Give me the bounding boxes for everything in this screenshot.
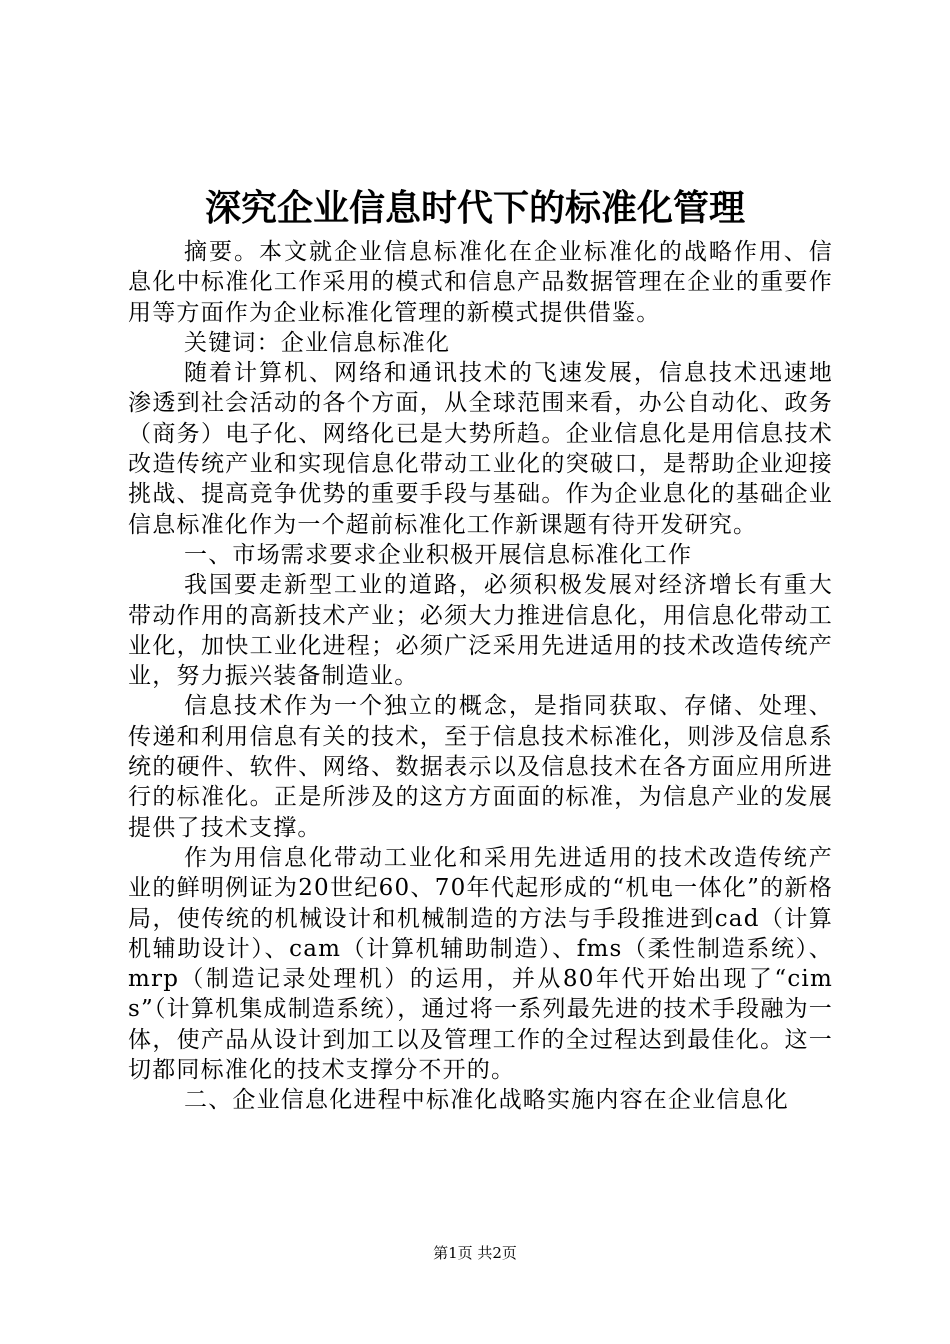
- document-body: [128, 237, 833, 1116]
- section-heading-1: 一、市场需求要求企业积极开展信息标准化工作: [184, 541, 693, 568]
- keywords-paragraph: 关键词：企业信息标准化: [184, 329, 451, 356]
- abstract-paragraph: 摘要。本文就企业信息标准化在企业标准化的战略作用、信息化中标准化工作采用的模式和信息产品数据管理在企业的重要作用等方面作为企业标准化管理的新模式提供借鉴。: [128, 239, 833, 326]
- body-paragraph: 作为用信息化带动工业化和采用先进适用的技术改造传统产业的鲜明例证为20世纪60、70年代起形成的“机电一体化”的新格局，使传统的机械设计和机械制造的方法与手段推进到cad（计算机辅助设计）、cam（计算机辅助制造）、fms（柔性制造系统）、mrp（制造记录处理机）的运用，并从80年代开始出现了“cims”（计算机集成制造系统），通过将一系列最先进的技术手段融为一体，使产品从设计到加工以及管理工作的全过程达到最佳化。这一切都同标准化的技术支撑分不开的。: [128, 844, 833, 1084]
- intro-paragraph: 随着计算机、网络和通讯技术的飞速发展，信息技术迅速地渗透到社会活动的各个方面，从全球范围来看，办公自动化、政务（商务）电子化、网络化已是大势所趋。企业信息化是用信息技术改造传统产业和实现信息化带动工业化的突破口，是帮助企业迎接挑战、提高竞争优势的重要手段与基础。作为企业息化的基础企业信息标准化作为一个超前标准化工作新课题有待开发研究。: [128, 360, 833, 538]
- body-paragraph: 我国要走新型工业的道路，必须积极发展对经济增长有重大带动作用的高新技术产业；必须大力推进信息化，用信息化带动工业化，加快工业化进程；必须广泛采用先进适用的技术改造传统产业，努力振兴装备制造业。: [128, 572, 833, 690]
- document-title: 深究企业信息时代下的标准化管理: [204, 187, 745, 229]
- section-heading-2: 二、企业信息化进程中标准化战略实施内容在企业信息化: [184, 1087, 789, 1114]
- page-number-footer: 第1页 共2页: [433, 1244, 517, 1262]
- body-paragraph: 信息技术作为一个独立的概念，是指同获取、存储、处理、传递和利用信息有关的技术，至于信息技术标准化，则涉及信息系统的硬件、软件、网络、数据表示以及信息技术在各方面应用所进行的标准化。正是所涉及的这方方面面的标准，为信息产业的发展提供了技术支撑。: [128, 693, 833, 841]
